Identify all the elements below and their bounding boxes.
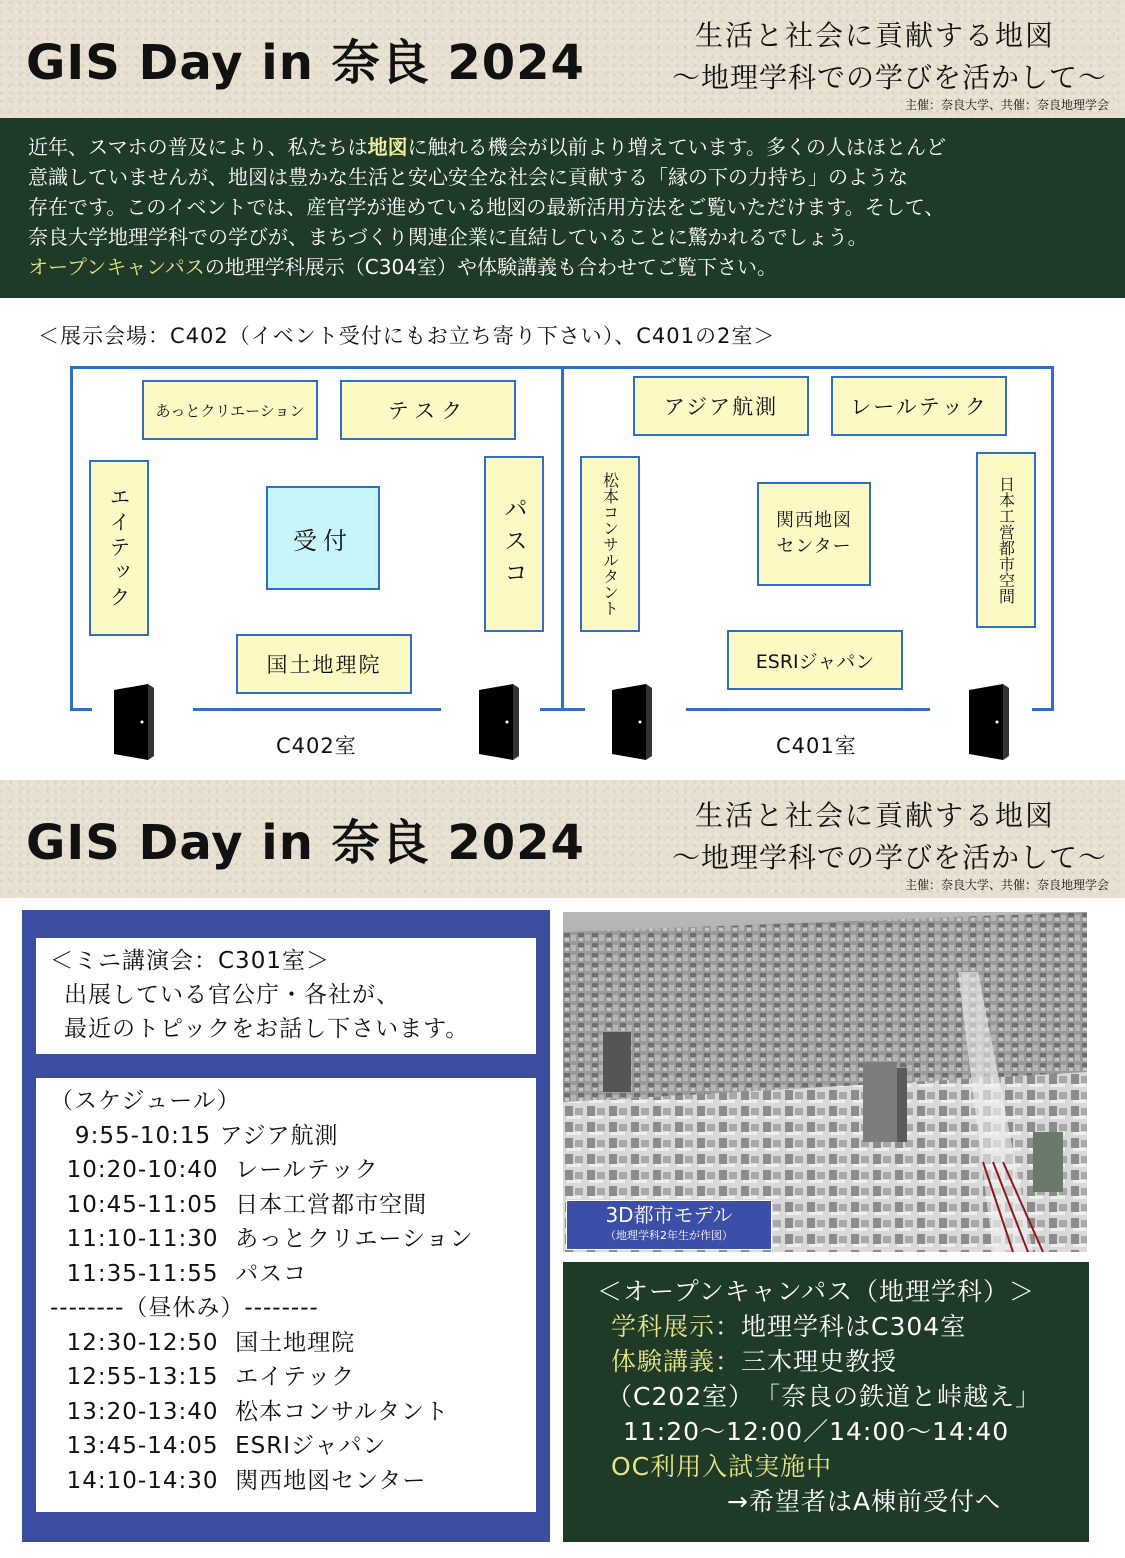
booth-matsumoto-consultant: 松本コンサルタント (580, 456, 640, 632)
open-campus-exam: OC利用入試実施中 (611, 1452, 833, 1481)
event-subtitle-line2: 〜地理学科での学びを活かして〜 (671, 841, 1107, 874)
intro-line-5: オープンキャンパスの地理学科展示（C304室）や体験講義も合わせてご覧下さい。 (28, 255, 777, 279)
wall (70, 708, 92, 711)
wall (686, 708, 930, 711)
intro-line-4: 奈良大学地理学科での学びが、まちづくり関連企業に直結していることに驚かれるでしょう。 (28, 225, 868, 249)
open-campus-exhibit: 学科展示：地理学科はC304室 (611, 1312, 967, 1341)
booth-aitec: エイテック (89, 460, 149, 636)
schedule-row: 9:55-10:15 アジア航測 (50, 1122, 339, 1149)
booth-pasco: パスコ (484, 456, 544, 632)
lecture-desc-1: 出展している官公庁・各社が、 (64, 982, 400, 1008)
city-model-credit: （地理学科2年生が作図） (605, 1229, 733, 1242)
intro-line-3: 存在です。このイベントでは、産官学が進めている地図の最新活用方法をご覧いただけます。そして、 (28, 195, 945, 219)
organizer-text: 主催：奈良大学、共催：奈良地理学会 (904, 98, 1109, 112)
schedule-divider: --------（昼休み）-------- (50, 1295, 319, 1321)
lecture-desc-2: 最近のトピックをお話し下さいます。 (64, 1016, 470, 1042)
intro-line-1: 近年、スマホの普及により、私たちは地図に触れる機会が以前より増えています。多くの人はほとんど (28, 135, 947, 159)
booth-reception: 受付 (266, 486, 380, 590)
door-icon (965, 682, 1009, 762)
schedule-row: 10:45-11:05 日本工営都市空間 (50, 1191, 428, 1218)
event-subtitle-line1: 生活と社会に貢献する地図 (694, 19, 1055, 52)
schedule-row: 11:35-11:55 パスコ (50, 1260, 308, 1287)
open-campus-heading: ＜オープンキャンパス（地理学科）＞ (597, 1277, 1036, 1306)
open-campus-panel (563, 1262, 1089, 1542)
schedule-row: 13:45-14:05 ESRIジャパン (50, 1433, 387, 1459)
room-label-c401: C401室 (776, 734, 857, 758)
schedule-row: 11:10-11:30 あっとクリエーション (50, 1226, 474, 1252)
wall (1051, 366, 1054, 710)
wall (1032, 708, 1054, 711)
event-title: GIS Day in 奈良 2024 (26, 815, 585, 871)
event-subtitle-line2: 〜地理学科での学びを活かして〜 (671, 61, 1107, 94)
booth-kansai-map-center: 関西地図センター (757, 482, 871, 586)
schedule-row: 10:20-10:40 レールテック (50, 1157, 379, 1183)
open-campus-lecture-time: 11:20〜12:00／14:00〜14:40 (623, 1417, 1010, 1446)
wall (70, 366, 563, 369)
wall (193, 708, 441, 711)
booth-att-creation: あっとクリエーション (142, 380, 318, 440)
booth-asia-air-survey: アジア航測 (633, 376, 809, 436)
schedule-heading: （スケジュール） (50, 1088, 241, 1114)
wall (561, 708, 585, 711)
lecture-heading: ＜ミニ講演会：C301室＞ (50, 948, 330, 974)
schedule-row: 12:30-12:50 国土地理院 (50, 1329, 356, 1356)
schedule-row: 13:20-13:40 松本コンサルタント (50, 1398, 450, 1425)
door-icon (475, 682, 519, 762)
schedule-row: 12:55-13:15 エイテック (50, 1364, 356, 1390)
organizer-text: 主催：奈良大学、共催：奈良地理学会 (904, 878, 1109, 892)
schedule-box (36, 1078, 536, 1512)
city-model-label: 3D都市モデル (605, 1203, 733, 1227)
event-subtitle-line1: 生活と社会に貢献する地図 (694, 799, 1055, 832)
booth-tesk: テスク (340, 380, 516, 440)
booth-railtec: レールテック (831, 376, 1007, 436)
booth-gsi: 国土地理院 (236, 634, 412, 694)
lecture-info (36, 938, 536, 1054)
wall (70, 366, 73, 710)
city-model-caption (566, 1200, 772, 1250)
door-icon (608, 682, 652, 762)
wall (561, 366, 1054, 369)
intro-line-2: 意識していませんが、地図は豊かな生活と安心安全な社会に貢献する「縁の下の力持ち」のような (28, 165, 908, 189)
room-label-c402: C402室 (276, 734, 357, 758)
top-banner (0, 0, 1125, 118)
venue-caption: ＜展示会場：C402（イベント受付にもお立ち寄り下さい）、C401の2室＞ (38, 324, 776, 348)
open-campus-lecture: 体験講義：三木理史教授 (611, 1347, 898, 1376)
open-campus-reception: →希望者はA棟前受付へ (727, 1487, 1002, 1516)
intro-panel (0, 118, 1125, 298)
booth-nihon-koei-urban-space: 日本工営都市空間 (976, 452, 1036, 628)
open-campus-lecture-room: （C202室） 「奈良の鉄道と峠越え」 (607, 1382, 1042, 1411)
event-title: GIS Day in 奈良 2024 (26, 35, 585, 91)
door-icon (110, 682, 154, 762)
bottom-banner (0, 780, 1125, 898)
schedule-row: 14:10-14:30 関西地図センター (50, 1467, 427, 1494)
booth-esri-japan: ESRIジャパン (727, 630, 903, 690)
wall (561, 366, 564, 710)
